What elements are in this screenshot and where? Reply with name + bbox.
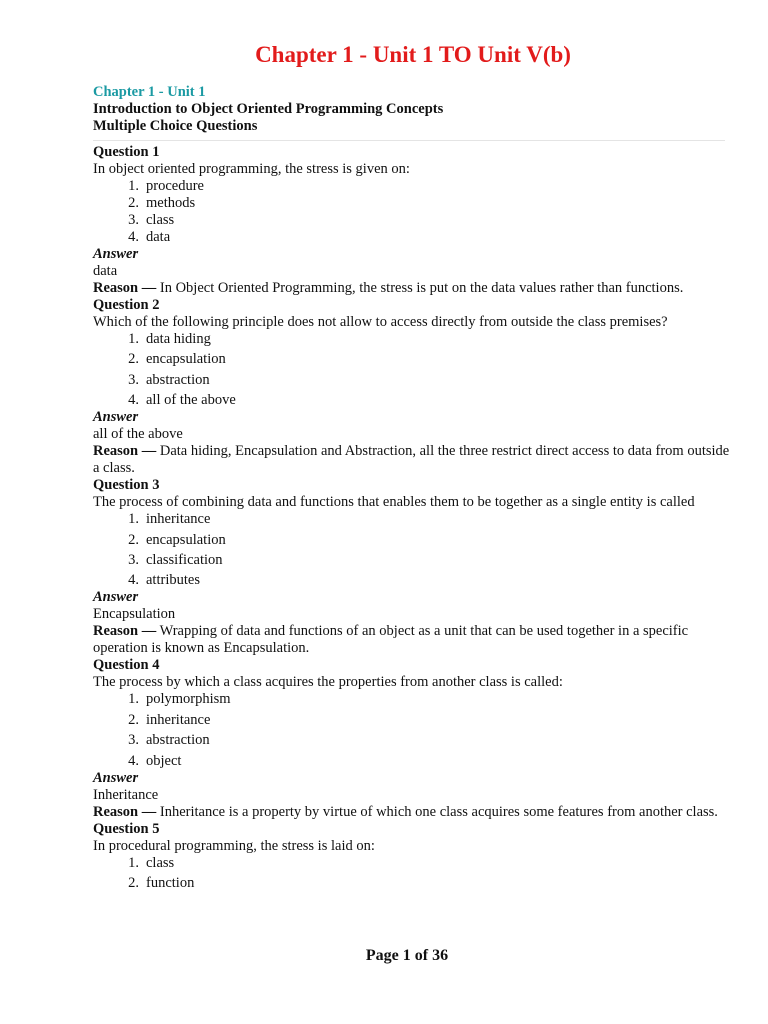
option-text: attributes <box>146 572 200 589</box>
answer-text: Inheritance <box>93 786 159 803</box>
option-text: abstraction <box>146 371 210 388</box>
question-block-1 <box>93 144 733 297</box>
option-item: 2. encapsulation <box>128 531 226 548</box>
answer-text: Encapsulation <box>93 606 176 623</box>
options-list <box>93 331 733 409</box>
options-list <box>93 178 733 246</box>
option-item: 4. all of the above <box>128 392 236 409</box>
option-item: 1. class <box>128 854 175 871</box>
question-text: In object oriented programming, the stress is given on: <box>93 161 410 177</box>
reason-text: Inheritance is a property by virtue of which one class acquires some features from another class. <box>159 803 718 820</box>
question-block-5 <box>93 821 733 892</box>
option-item: 3. abstraction <box>128 732 210 749</box>
option-text: function <box>146 874 195 891</box>
question-heading: Question 1 <box>93 144 160 160</box>
options-list <box>93 691 733 769</box>
option-item: 1. procedure <box>128 178 204 194</box>
options-list <box>93 855 733 892</box>
answer-label: Answer <box>93 769 139 786</box>
option-item: 2. methods <box>128 195 196 211</box>
option-text: inheritance <box>146 511 211 528</box>
question-text: The process of combining data and functions that enables them to be together as a single entity is called <box>93 494 695 511</box>
options-list <box>93 511 733 589</box>
question-text: In procedural programming, the stress is laid on: <box>93 837 375 854</box>
document-content <box>93 83 733 895</box>
document-title: Chapter 1 - Unit 1 TO Unit V(b) <box>255 42 571 67</box>
option-item: 3. classification <box>128 551 223 568</box>
option-text: methods <box>146 195 196 211</box>
option-item: 1. polymorphism <box>128 691 231 708</box>
page-number: Page 1 of 36 <box>365 947 449 964</box>
unit-title: Chapter 1 - Unit 1 <box>93 84 206 100</box>
reason-paragraph <box>93 280 733 297</box>
question-text: The process by which a class acquires the properties from another class is called: <box>93 674 563 691</box>
reason-text: In Object Oriented Programming, the stress is put on the data values rather than functions. <box>159 280 684 296</box>
answer-label: Answer <box>93 409 139 426</box>
reason-label: Reason — <box>93 280 157 296</box>
question-block-3 <box>93 477 733 657</box>
question-block-4 <box>93 657 733 820</box>
answer-text: all of the above <box>93 426 183 443</box>
answer-label: Answer <box>93 246 139 262</box>
chapter-subtitle: Introduction to Object Oriented Programming Concepts <box>93 101 444 117</box>
reason-paragraph <box>93 443 733 477</box>
option-item: 1. inheritance <box>128 511 211 528</box>
option-text: encapsulation <box>146 351 226 368</box>
question-text: Which of the following principle does not allow to access directly from outside the class premises? <box>93 314 668 330</box>
option-text: class <box>146 854 175 871</box>
option-item: 4. object <box>128 752 182 769</box>
option-item: 4. data <box>128 229 171 245</box>
question-heading: Question 3 <box>93 477 160 494</box>
option-text: class <box>146 212 175 228</box>
option-text: object <box>146 752 182 769</box>
question-heading: Question 2 <box>93 297 160 313</box>
reason-label: Reason — <box>93 443 157 460</box>
reason-paragraph <box>93 623 733 657</box>
option-text: inheritance <box>146 711 211 728</box>
answer-label: Answer <box>93 589 139 606</box>
divider <box>93 140 725 141</box>
reason-label: Reason — <box>93 803 157 820</box>
section-heading: Multiple Choice Questions <box>93 118 258 134</box>
question-heading: Question 5 <box>93 820 160 837</box>
option-item: 4. attributes <box>128 572 200 589</box>
option-text: abstraction <box>146 732 210 749</box>
option-item: 3. abstraction <box>128 371 210 388</box>
option-text: polymorphism <box>146 691 231 708</box>
option-item: 2. inheritance <box>128 711 211 728</box>
option-text: procedure <box>146 178 204 194</box>
option-text: all of the above <box>146 392 236 409</box>
document-page <box>93 0 733 1024</box>
answer-text: data <box>93 263 118 279</box>
reason-text: Data hiding, Encapsulation and Abstraction, all the three restrict direct access to data from outside a class. <box>93 443 730 477</box>
option-item: 3. class <box>128 212 175 228</box>
reason-label: Reason — <box>93 623 157 640</box>
option-item: 2. encapsulation <box>128 351 226 368</box>
option-text: data hiding <box>146 331 211 347</box>
option-text: data <box>146 229 171 245</box>
question-block-2 <box>93 297 733 477</box>
reason-paragraph <box>93 804 733 821</box>
question-heading: Question 4 <box>93 657 160 674</box>
reason-text: Wrapping of data and functions of an object as a unit that can be used together in a specific operation is known as Encapsulation. <box>93 623 689 657</box>
option-item: 2. function <box>128 874 195 891</box>
option-item: 1. data hiding <box>128 331 211 347</box>
option-text: encapsulation <box>146 531 226 548</box>
option-text: classification <box>146 551 223 568</box>
